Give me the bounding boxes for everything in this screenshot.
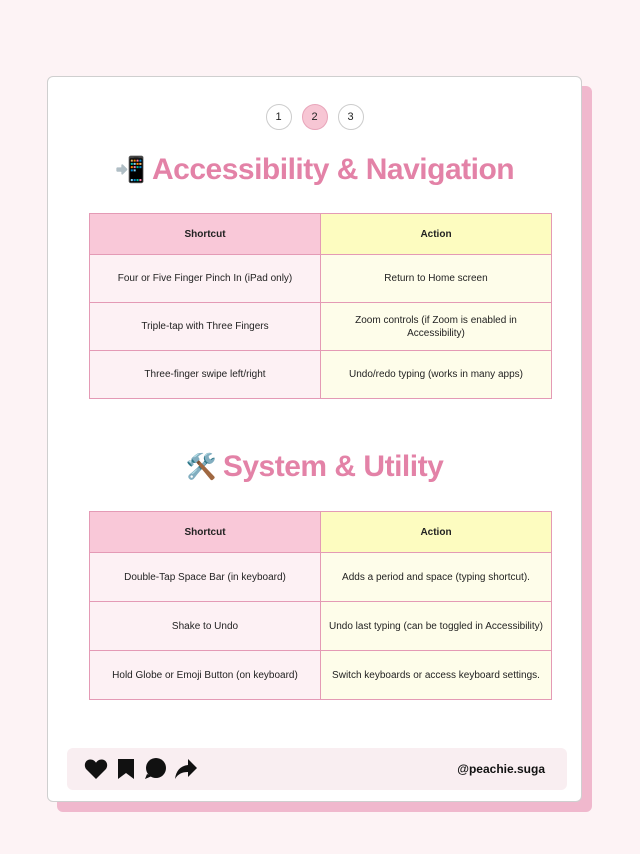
- section-heading: System & Utility: [222, 450, 444, 483]
- comment-icon[interactable]: [144, 757, 168, 781]
- action-cell: Adds a period and space (typing shortcut).: [321, 553, 552, 602]
- table-row: [90, 651, 552, 700]
- section-title-accessibility: [48, 153, 581, 187]
- table-row: [90, 602, 552, 651]
- table-row: [90, 303, 552, 351]
- accessibility-shortcuts-table: [89, 213, 552, 399]
- system-shortcuts-table: [89, 511, 552, 700]
- table-row: [90, 255, 552, 303]
- table-header-row: [90, 512, 552, 553]
- action-cell: Zoom controls (if Zoom is enabled in Accessibility): [321, 303, 552, 351]
- action-cell: Undo last typing (can be toggled in Accessibility): [321, 602, 552, 651]
- shortcut-cell: Hold Globe or Emoji Button (on keyboard): [90, 651, 321, 700]
- action-cell: Undo/redo typing (works in many apps): [321, 351, 552, 399]
- section-heading: Accessibility & Navigation: [152, 153, 515, 186]
- shortcut-cell: Three-finger swipe left/right: [90, 351, 321, 399]
- tools-icon: 🛠️: [185, 452, 217, 481]
- table-row: [90, 351, 552, 399]
- action-cell: Switch keyboards or access keyboard settings.: [321, 651, 552, 700]
- column-header-shortcut: Shortcut: [90, 214, 321, 255]
- page-3-button[interactable]: 3: [338, 104, 364, 130]
- mobile-arrow-icon: 📲: [114, 155, 146, 184]
- heart-icon[interactable]: [84, 757, 108, 781]
- action-cell: Return to Home screen: [321, 255, 552, 303]
- column-header-action: Action: [321, 214, 552, 255]
- section-title-system: [48, 450, 581, 484]
- table-header-row: [90, 214, 552, 255]
- social-footer-bar: [67, 748, 567, 790]
- shortcut-cell: Triple-tap with Three Fingers: [90, 303, 321, 351]
- shortcut-cell: Shake to Undo: [90, 602, 321, 651]
- shortcut-cell: Four or Five Finger Pinch In (iPad only): [90, 255, 321, 303]
- author-handle[interactable]: @peachie.suga: [457, 762, 545, 776]
- column-header-action: Action: [321, 512, 552, 553]
- page-pagination: [48, 104, 581, 130]
- content-card: [47, 76, 582, 802]
- page-1-button[interactable]: 1: [266, 104, 292, 130]
- shortcut-cell: Double-Tap Space Bar (in keyboard): [90, 553, 321, 602]
- column-header-shortcut: Shortcut: [90, 512, 321, 553]
- bookmark-icon[interactable]: [114, 757, 138, 781]
- social-actions: [84, 757, 198, 781]
- table-row: [90, 553, 552, 602]
- share-icon[interactable]: [174, 757, 198, 781]
- page-2-button[interactable]: 2: [302, 104, 328, 130]
